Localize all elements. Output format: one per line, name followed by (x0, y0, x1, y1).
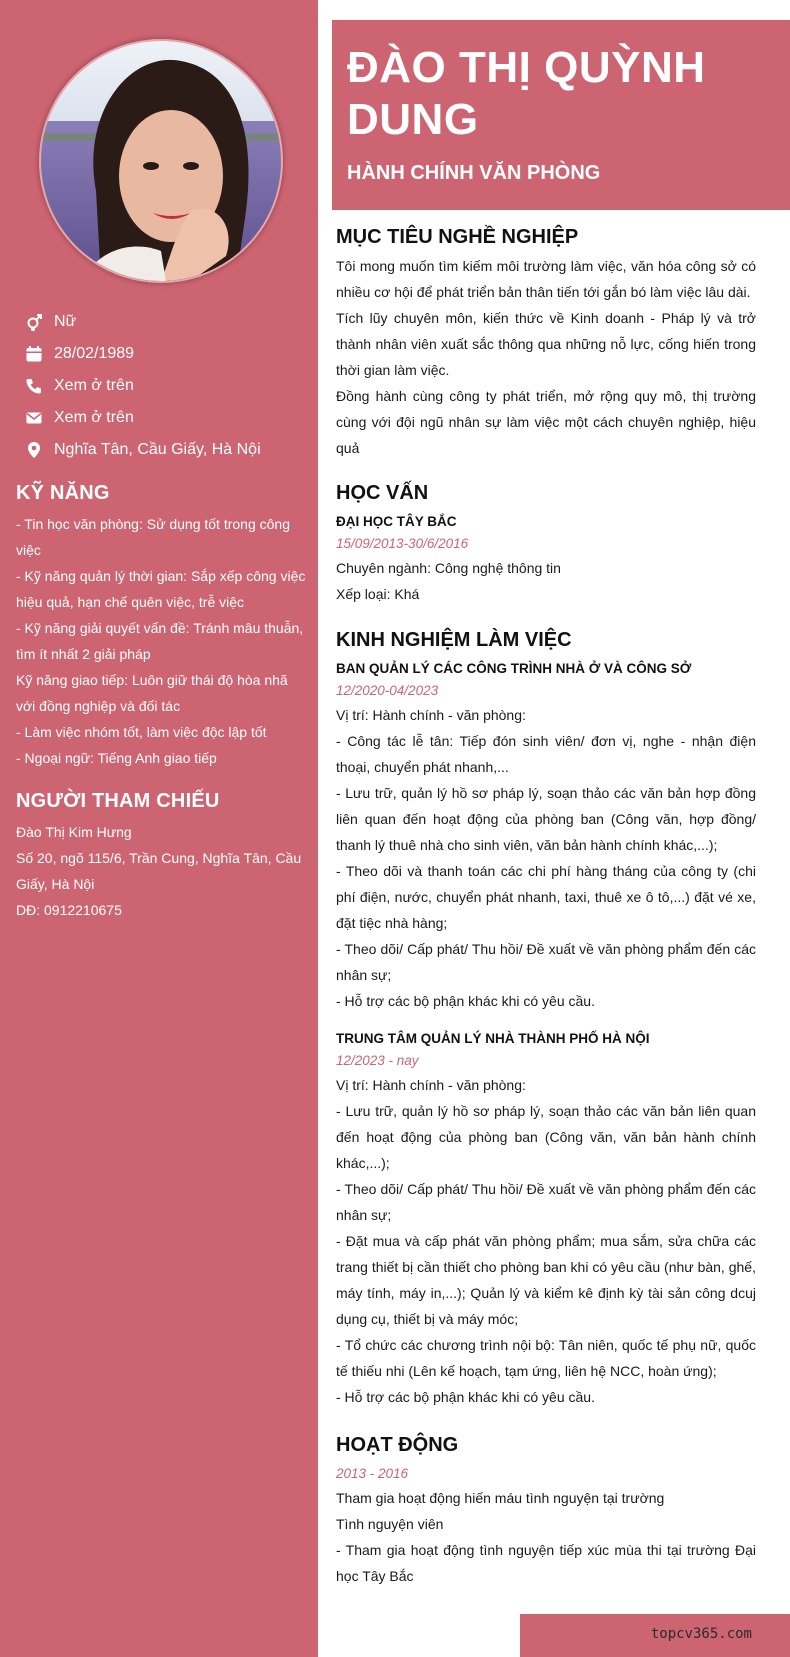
job-position: HÀNH CHÍNH VĂN PHÒNG (347, 162, 601, 184)
skills-line: - Tin học văn phòng: Sử dụng tốt trong công (16, 516, 290, 532)
email-icon (24, 408, 44, 428)
contact-phone (24, 370, 261, 402)
objective-title: MỤC TIÊU NGHỀ NGHIỆP (336, 226, 579, 248)
reference-line: Đào Thị Kim Hưng (16, 824, 132, 840)
skills-title: KỸ NĂNG (16, 482, 110, 504)
skills-section (16, 482, 306, 771)
job-organization: TRUNG TÂM QUẢN LÝ NHÀ THÀNH PHỐ HÀ NỘI (336, 1031, 650, 1046)
contact-phone-text: Xem ở trên (54, 377, 134, 394)
education-line: Chuyên ngành: Công nghệ thông tin (336, 560, 561, 576)
objective-paragraph: Tôi mong muốn tìm kiếm môi trường làm việc, văn hóa công sở có nhiều cơ hội để phát triển bản thân tiến tới gắn bó làm việc lâu dài. (336, 258, 756, 300)
contact-gender-text: Nữ (54, 313, 77, 330)
reference-line: DĐ: 0912210675 (16, 902, 122, 918)
skills-line: việc (16, 542, 41, 558)
contact-address (24, 434, 261, 466)
gender-icon (24, 312, 44, 332)
calendar-icon (24, 344, 44, 364)
activities-section (336, 1434, 756, 1589)
job-line: - Theo dõi và thanh toán các chi phí hàng tháng của công ty (chi phí điện, nước, chuyển phát nhanh, taxi, thuê xe ô tô,...) đặt vé xe, đặt tiệc nhà hàng; (336, 863, 756, 931)
contact-gender (24, 306, 261, 338)
activities-title: HOẠT ĐỘNG (336, 1434, 459, 1456)
skills-line: - Ngoại ngữ: Tiếng Anh giao tiếp (16, 750, 217, 766)
full-name: ĐÀO THỊ QUỲNH DUNG (347, 43, 706, 144)
reference-line: Giấy, Hà Nội (16, 876, 95, 892)
job-date: 12/2020-04/2023 (336, 683, 439, 698)
job-line: - Lưu trữ, quản lý hồ sơ pháp lý, soạn thảo các văn bản liên quan đến hoạt động của phòng ban (Công văn, văn bản hành chính khác,...); (336, 1103, 756, 1171)
job-line: - Đặt mua và cấp phát văn phòng phẩm; mua sắm, sửa chữa các trang thiết bị cần thiết cho phòng ban khi có yêu cầu (như bàn, ghế, máy tính, máy in,...); Quản lý và kiểm kê định kỳ tài sản công dcuj dụng cụ, thiết bị và máy móc; (336, 1233, 756, 1327)
education-title: HỌC VẤN (336, 482, 429, 504)
objective-section (336, 226, 756, 461)
phone-icon (24, 376, 44, 396)
experience-title: KINH NGHIỆM LÀM VIỆC (336, 629, 572, 651)
job-line: - Công tác lễ tân: Tiếp đón sinh viên/ đơn vị, nghe - nhận điện thoại, chuyển phát nhanh,... (336, 733, 756, 775)
skills-line: - Kỹ năng quản lý thời gian: Sắp xếp công việc (16, 568, 306, 584)
location-icon (24, 440, 44, 460)
job-entry (336, 658, 756, 1014)
job-line: Vị trí: Hành chính - văn phòng: (336, 1077, 526, 1093)
skills-line: - Kỹ năng giải quyết vấn đề: Tránh mâu thuẫn, (16, 620, 304, 636)
job-line: - Lưu trữ, quản lý hồ sơ pháp lý, soạn thảo các văn bản hợp đồng liên quan đến hoạt động của phòng ban (Công văn, hợp đồng/ thanh lý thuê nhà cho sinh viên, văn bản hành chính khác,...); (336, 785, 756, 853)
experience-section (336, 629, 756, 1410)
job-date: 12/2023 - nay (336, 1053, 419, 1068)
education-date: 15/09/2013-30/6/2016 (336, 536, 469, 551)
job-line: Vị trí: Hành chính - văn phòng: (336, 707, 526, 723)
school-name: ĐẠI HỌC TÂY BẮC (336, 514, 457, 529)
education-section (336, 482, 756, 607)
objective-paragraph: Tích lũy chuyên môn, kiến thức về Kinh doanh - Pháp lý và trở thành nhân viên xuất sắc thông qua những nỗ lực, cống hiến trong thời gian làm việc. (336, 310, 756, 378)
name-header (332, 20, 790, 210)
contact-email-text: Xem ở trên (54, 409, 134, 426)
references-section (16, 790, 306, 923)
skills-line: với đồng nghiệp và đối tác (16, 698, 181, 714)
contact-address-text: Nghĩa Tân, Cầu Giấy, Hà Nội (54, 441, 261, 458)
activity-line: Tham gia hoạt động hiến máu tình nguyện tại trường (336, 1490, 665, 1506)
contact-email (24, 402, 261, 434)
reference-line: Số 20, ngõ 115/6, Trần Cung, Nghĩa Tân, Cầu (16, 850, 302, 866)
job-line: - Tổ chức các chương trình nội bộ: Tân niên, quốc tế phụ nữ, quốc tế thiếu nhi (Lên kế hoạch, tạm ứng, liên hệ NCC, hoàn ứng); (336, 1337, 756, 1379)
activity-date: 2013 - 2016 (336, 1466, 409, 1481)
activity-line: Tình nguyện viên (336, 1516, 444, 1532)
job-line: - Hỗ trợ các bộ phận khác khi có yêu cầu. (336, 1389, 595, 1405)
job-organization: BAN QUẢN LÝ CÁC CÔNG TRÌNH NHÀ Ở VÀ CÔNG SỞ (336, 661, 692, 676)
sidebar (0, 0, 318, 1657)
contact-birthday-text: 28/02/1989 (54, 345, 135, 362)
skills-line: tìm ít nhất 2 giải pháp (16, 646, 151, 662)
footer-bar (520, 1614, 790, 1657)
contact-birthday (24, 338, 261, 370)
skills-line: hiệu quả, hạn chế quên việc, trễ việc (16, 594, 245, 610)
job-line: - Hỗ trợ các bộ phận khác khi có yêu cầu. (336, 993, 595, 1009)
objective-paragraph: Đồng hành cùng công ty phát triển, mở rộng quy mô, thị trường cùng với đội ngũ nhân sự làm việc một cách chuyên nghiệp, hiệu quả (336, 388, 756, 456)
education-line: Xếp loại: Khá (336, 586, 420, 602)
skills-line: Kỹ năng giao tiếp: Luôn giữ thái độ hòa nhã (16, 672, 288, 688)
skills-line: - Làm việc nhóm tốt, làm việc độc lập tốt (16, 724, 267, 740)
footer-watermark: topcv365.com (650, 1626, 752, 1642)
job-entry (336, 1028, 756, 1410)
job-line: - Theo dõi/ Cấp phát/ Thu hồi/ Đề xuất về văn phòng phẩm đến các nhân sự; (336, 941, 756, 983)
contact-list (24, 306, 261, 466)
avatar (39, 39, 283, 283)
job-line: - Theo dõi/ Cấp phát/ Thu hồi/ Đề xuất về văn phòng phẩm đến các nhân sự; (336, 1181, 756, 1223)
references-title: NGƯỜI THAM CHIẾU (16, 790, 220, 812)
activity-line: - Tham gia hoạt động tình nguyện tiếp xúc mùa thi tại trường Đại học Tây Bắc (336, 1542, 756, 1584)
